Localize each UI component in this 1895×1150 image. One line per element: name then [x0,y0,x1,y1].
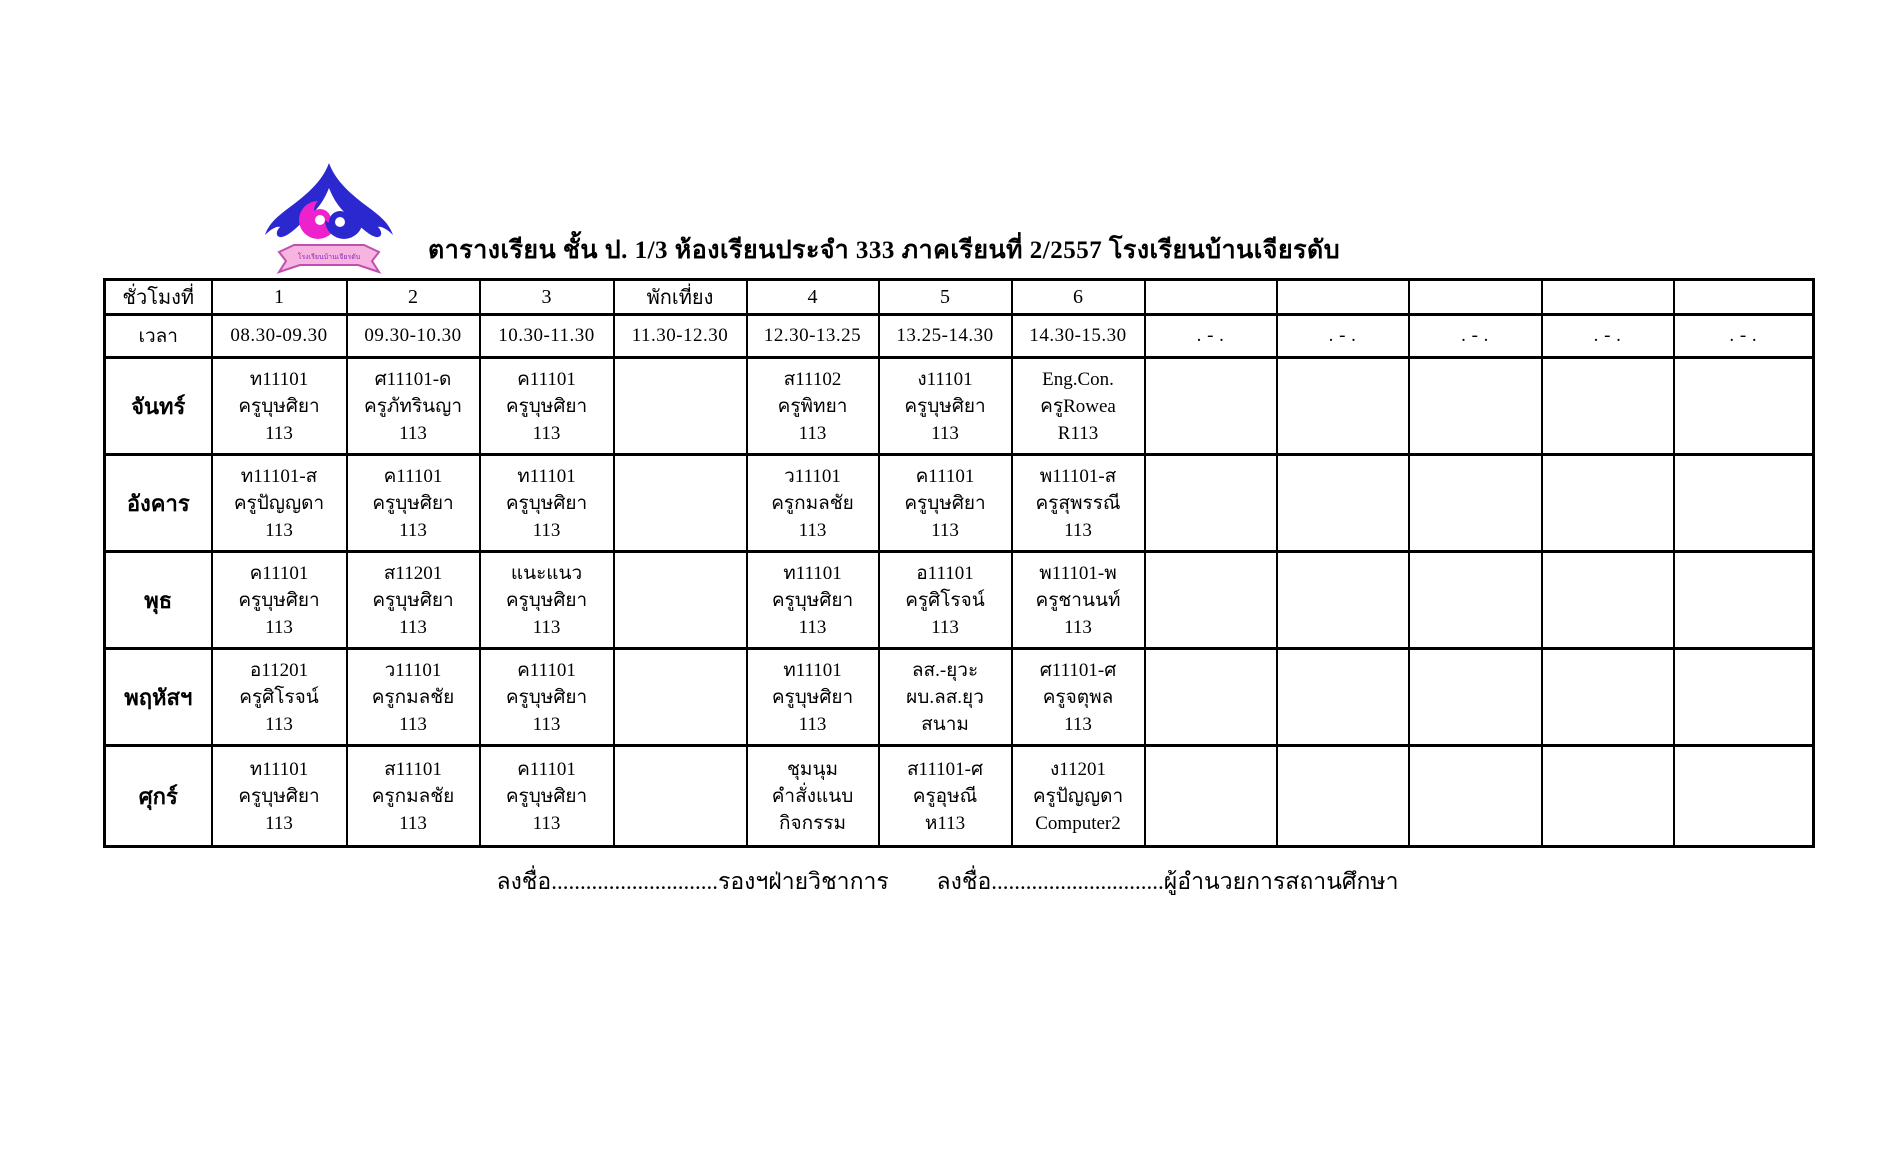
subject-cell-line: ส11102 [783,368,842,390]
day-row [105,358,1814,455]
subject-cell-line: ครูชานนท์ [1035,589,1121,611]
subject-cell-line: ครูสุพรรณี [1035,492,1121,514]
day-row [105,649,1814,746]
subject-cell-line: ท11101 [783,659,842,681]
subject-cell-line: ท11101-ส [240,465,318,487]
subject-cell-line: ครูบุษศิยา [904,492,986,514]
subject-cell-line: อ11101 [916,562,974,584]
subject-cell-line: ครูบุษศิยา [238,589,320,611]
signature-director: ลงชื่อ..............................ผู้อำนวยการสถานศึกษา [936,869,1399,894]
empty-cell [1674,552,1814,649]
empty-cell [614,455,747,552]
empty-cell [614,649,747,746]
day-name: อังคาร [105,455,212,552]
subject-cell-line: ครูบุษศิยา [771,589,854,611]
subject-cell [747,358,879,455]
subject-cell [480,649,614,746]
subject-cell [1012,358,1145,455]
subject-cell-line: 113 [399,713,427,735]
subject-cell-line: ลส.-ยุวะ [911,659,979,681]
subject-cell-line: ครูปัญญดา [233,492,325,514]
subject-cell-line: ครูRowea [1040,395,1116,417]
empty-period-header [1542,280,1674,315]
time-range: 11.30-12.30 [614,315,747,358]
empty-cell [1409,358,1542,455]
period-header: 3 [480,280,614,315]
empty-cell [1145,358,1277,455]
time-label: เวลา [105,315,212,358]
day-row [105,746,1814,847]
subject-cell-line: 113 [399,812,427,834]
time-range: 10.30-11.30 [480,315,614,358]
subject-cell-line: ว11101 [384,659,442,681]
page-title: ตารางเรียน ชั้น ป. 1/3 ห้องเรียนประจำ 333 ภาคเรียนที่ 2/2557 โรงเรียนบ้านเจียรดับ [428,237,1341,264]
subject-cell-line: สนาม [921,713,969,735]
empty-cell [1674,746,1814,847]
subject-cell-line: ส11201 [383,562,443,584]
subject-cell-line: ค11101 [517,758,576,780]
empty-cell [1277,455,1409,552]
day-name: จันทร์ [105,358,212,455]
subject-cell [347,746,480,847]
period-row [105,280,1814,315]
subject-cell-line: ศ11101-ด [374,368,452,390]
subject-cell-line: ค11101 [517,659,576,681]
subject-cell-line: ครูอุษณี [912,785,978,807]
subject-cell-line: 113 [265,519,293,541]
subject-cell [212,649,347,746]
subject-cell-line: Eng.Con. [1042,368,1114,390]
subject-cell [347,649,480,746]
subject-cell-line: ครูบุษศิยา [505,395,588,417]
time-range: 13.25-14.30 [879,315,1012,358]
empty-cell [1145,649,1277,746]
timetable-body [105,280,1814,847]
day-row [105,552,1814,649]
subject-cell-line: 113 [798,422,827,444]
subject-cell-line: 113 [399,422,427,444]
subject-cell-line: R113 [1057,422,1099,444]
time-range: . - . [1409,315,1542,358]
subject-cell-line: ค11101 [383,465,443,487]
subject-cell-line: ครูพิทยา [777,395,848,417]
empty-cell [614,552,747,649]
empty-cell [1145,455,1277,552]
subject-cell-line: ท11101 [783,562,842,584]
subject-cell-line: 113 [798,616,827,638]
subject-cell [1012,649,1145,746]
empty-cell [1542,746,1674,847]
subject-cell [347,455,480,552]
subject-cell-line: 113 [399,519,427,541]
empty-cell [614,358,747,455]
subject-cell [879,455,1012,552]
svg-text:โรงเรียนบ้านเจียรดับ: โรงเรียนบ้านเจียรดับ [297,253,361,261]
subject-cell [480,552,614,649]
subject-cell [747,649,879,746]
subject-cell [747,552,879,649]
empty-cell [1277,552,1409,649]
subject-cell-line: ครูบุษศิยา [505,686,588,708]
period-corner-label: ชั่วโมงที่ [105,280,212,315]
subject-cell-line: ค11101 [249,562,309,584]
subject-cell-line: ค11101 [517,368,576,390]
day-name: ศุกร์ [105,746,212,847]
empty-cell [1277,358,1409,455]
subject-cell-line: ครูภัทรินญา [363,395,462,417]
subject-cell-line: ครูจตุพล [1042,686,1114,708]
time-range: 14.30-15.30 [1012,315,1145,358]
subject-cell-line: ครูบุษศิยา [238,785,320,807]
subject-cell-line: ครูกมลชัย [371,785,455,807]
subject-cell-line: ครูบุษศิยา [904,395,986,417]
subject-cell-line: ว11101 [784,465,841,487]
signature-line [0,864,1895,900]
subject-cell [1012,455,1145,552]
subject-cell-line: ศ11101-ศ [1039,659,1117,681]
subject-cell-line: ครูบุษศิยา [505,589,588,611]
subject-cell-line: ส11101 [384,758,442,780]
subject-cell-line: พ11101-พ [1039,562,1117,584]
time-range: . - . [1542,315,1674,358]
empty-cell [1409,649,1542,746]
period-header: 4 [747,280,879,315]
empty-cell [1674,649,1814,746]
subject-cell [879,358,1012,455]
timetable [103,278,1815,848]
subject-cell-line: 113 [265,616,293,638]
school-logo-icon [252,160,406,284]
subject-cell [879,552,1012,649]
time-range: . - . [1674,315,1814,358]
signature-deputy: ลงชื่อ.............................รองฯฝ่ายวิชาการ [496,869,889,894]
period-header: 6 [1012,280,1145,315]
subject-cell-line: 113 [399,616,427,638]
subject-cell-line: ค11101 [915,465,975,487]
subject-cell-line: ครูกมลชัย [371,686,455,708]
empty-cell [1542,358,1674,455]
subject-cell [212,746,347,847]
subject-cell [480,455,614,552]
empty-cell [1409,552,1542,649]
time-range: . - . [1277,315,1409,358]
empty-cell [1277,746,1409,847]
subject-cell-line: ส11101-ศ [906,758,984,780]
subject-cell [212,358,347,455]
subject-cell-line: 113 [931,616,959,638]
subject-cell [1012,746,1145,847]
subject-cell [212,552,347,649]
subject-cell [480,746,614,847]
empty-cell [1409,746,1542,847]
subject-cell-line: ชุมนุม [787,758,838,780]
empty-period-header [1145,280,1277,315]
empty-cell [1542,649,1674,746]
subject-cell-line: คำสั่งแนบ [771,785,854,807]
subject-cell-line: 113 [931,422,959,444]
subject-cell-line: ง11201 [1049,758,1107,780]
empty-cell [1145,746,1277,847]
subject-cell-line: 113 [798,519,827,541]
period-header: 5 [879,280,1012,315]
empty-cell [614,746,747,847]
subject-cell-line: 113 [931,519,959,541]
empty-cell [1674,358,1814,455]
day-row [105,455,1814,552]
subject-cell-line: ท11101 [249,758,309,780]
subject-cell-line: 113 [265,422,293,444]
subject-cell [347,358,480,455]
subject-cell [1012,552,1145,649]
subject-cell-line: กิจกรรม [778,812,847,834]
subject-cell-line: 113 [265,812,293,834]
empty-cell [1145,552,1277,649]
subject-cell-line: ครูปัญญดา [1032,785,1124,807]
subject-cell-line: ครูบุษศิยา [505,785,588,807]
time-range: 08.30-09.30 [212,315,347,358]
subject-cell-line: ท11101 [517,465,576,487]
subject-cell [212,455,347,552]
subject-cell-line: 113 [532,713,561,735]
subject-cell-line: ครูศิโรจน์ [905,589,985,611]
subject-cell-line: 113 [532,616,561,638]
empty-cell [1409,455,1542,552]
subject-cell-line: 113 [532,519,561,541]
subject-cell-line: 113 [265,713,293,735]
subject-cell-line: ครูกมลชัย [771,492,854,514]
subject-cell-line: ครูบุษศิยา [505,492,588,514]
time-row [105,315,1814,358]
time-range: 12.30-13.25 [747,315,879,358]
subject-cell-line: 113 [1064,519,1092,541]
subject-cell [747,746,879,847]
empty-cell [1542,455,1674,552]
day-name: พฤหัสฯ [105,649,212,746]
subject-cell-line: 113 [1064,616,1092,638]
empty-cell [1542,552,1674,649]
subject-cell-line: Computer2 [1035,812,1121,834]
period-header: 1 [212,280,347,315]
subject-cell [747,455,879,552]
subject-cell [879,649,1012,746]
subject-cell-line: ห113 [924,812,966,834]
subject-cell-line: ท11101 [249,368,309,390]
subject-cell-line: 113 [798,713,827,735]
subject-cell-line: 113 [1064,713,1092,735]
subject-cell-line: ง11101 [917,368,973,390]
subject-cell-line: ครูบุษศิยา [372,589,454,611]
empty-cell [1277,649,1409,746]
subject-cell-line: ผบ.ลส.ยุว [906,686,984,708]
subject-cell-line: พ11101-ส [1039,465,1117,487]
day-name: พุธ [105,552,212,649]
empty-period-header [1277,280,1409,315]
time-range: 09.30-10.30 [347,315,480,358]
subject-cell-line: ครูบุษศิยา [238,395,320,417]
time-range: . - . [1145,315,1277,358]
subject-cell-line: 113 [532,422,561,444]
period-header: พักเที่ยง [614,280,747,315]
subject-cell-line: 113 [532,812,561,834]
subject-cell-line: อ11201 [249,659,309,681]
subject-cell-line: ครูบุษศิยา [372,492,454,514]
subject-cell-line: แนะแนว [510,562,583,584]
subject-cell [879,746,1012,847]
period-header: 2 [347,280,480,315]
empty-cell [1674,455,1814,552]
subject-cell [480,358,614,455]
empty-period-header [1409,280,1542,315]
subject-cell-line: ครูบุษศิยา [771,686,854,708]
subject-cell [347,552,480,649]
empty-period-header [1674,280,1814,315]
subject-cell-line: ครูศิโรจน์ [239,686,319,708]
